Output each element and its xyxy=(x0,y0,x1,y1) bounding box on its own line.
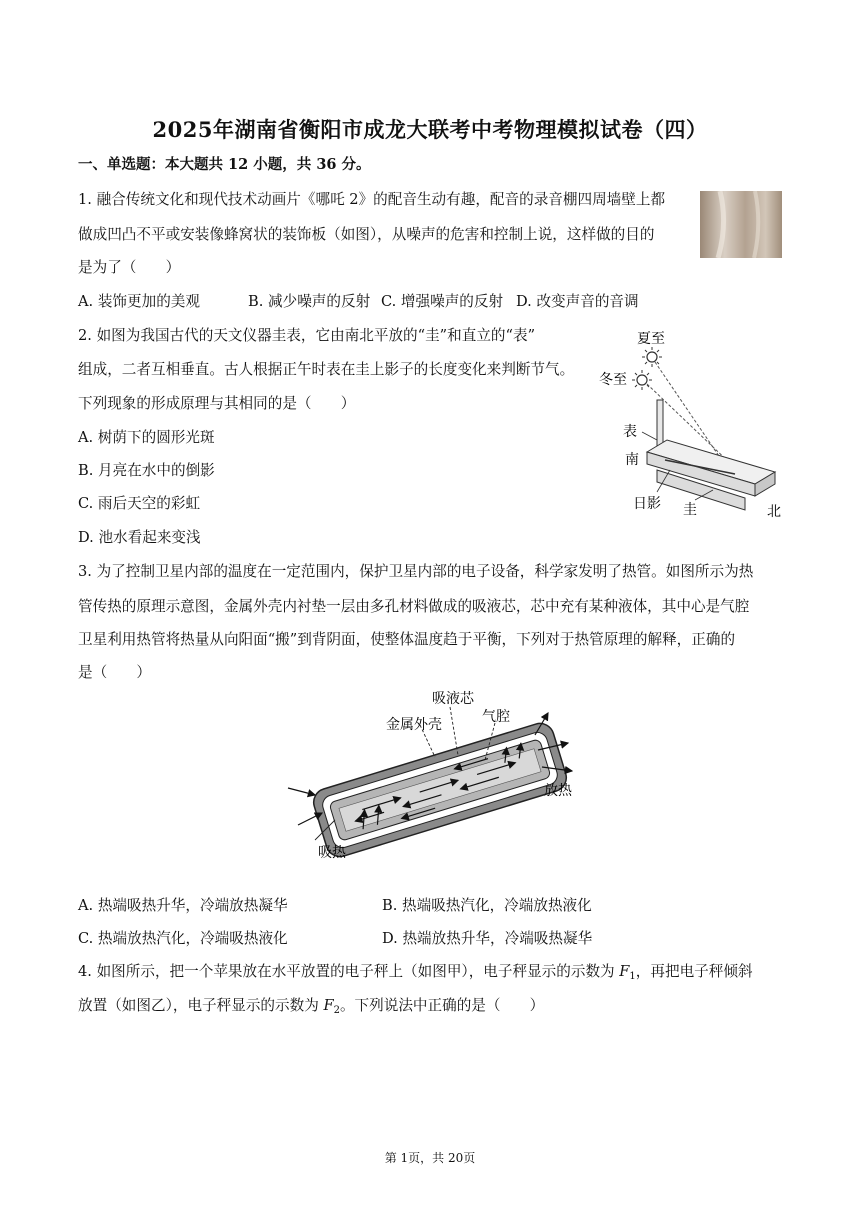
cavity-label: 气腔 xyxy=(482,709,510,725)
q4-line-1 xyxy=(78,962,753,987)
q1-line-3: 是为了（ ） xyxy=(78,259,181,276)
q2-line-3: 下列现象的形成原理与其相同的是（ ） xyxy=(78,395,356,412)
q3-option-d[interactable]: D. 热端放热升华，冷端吸热凝华 xyxy=(382,930,593,947)
q2-line-1: 2. 如图为我国古代的天文仪器圭表，它由南北平放的“圭”和直立的“表” xyxy=(78,327,536,344)
q4-sub-1: 1 xyxy=(629,971,636,982)
q1-option-d[interactable]: D. 改变声音的音调 xyxy=(516,293,639,310)
shadow-label: 日影 xyxy=(633,496,661,512)
q4-line-1-text-b: ，再把电子秤倾斜 xyxy=(635,963,753,980)
q4-line-1-text-a: 4. 如图所示，把一个苹果放在水平放置的电子秤上（如图甲），电子秤显示的示数为 xyxy=(78,963,620,980)
q2-option-c[interactable]: C. 雨后天空的彩虹 xyxy=(78,495,201,512)
south-label: 南 xyxy=(625,452,639,468)
q1-line-1: 1. 融合传统文化和现代技术动画片《哪吒 2》的配音生动有趣，配音的录音棚四周墙壁上都 xyxy=(78,191,666,208)
q3-line-1: 3. 为了控制卫星内部的温度在一定范围内，保护卫星内部的电子设备，科学家发明了热管。如图所示为热 xyxy=(78,563,754,580)
release-heat-label: 放热 xyxy=(544,783,572,799)
q4-var-f2: F xyxy=(323,997,334,1014)
q4-sub-2: 2 xyxy=(333,1005,340,1016)
absorb-heat-label: 吸热 xyxy=(318,845,346,861)
wick-label: 吸液芯 xyxy=(432,691,474,707)
page-title: 2025年湖南省衡阳市成龙大联考中考物理模拟试卷（四） xyxy=(152,117,708,142)
q1-studio-photo xyxy=(700,191,782,258)
q4-line-2 xyxy=(78,996,544,1021)
q1-option-b[interactable]: B. 减少噪声的反射 xyxy=(248,293,371,310)
q2-option-d[interactable]: D. 池水看起来变浅 xyxy=(78,529,201,546)
q2-line-2: 组成，二者互相垂直。古人根据正午时表在圭上影子的长度变化来判断节气。 xyxy=(78,361,575,378)
q3-option-c[interactable]: C. 热端放热汽化，冷端吸热液化 xyxy=(78,930,288,947)
q4-line-2-text-a: 放置（如图乙），电子秤显示的示数为 xyxy=(78,997,324,1014)
q3-option-b[interactable]: B. 热端吸热汽化，冷端放热液化 xyxy=(382,897,592,914)
q2-option-b[interactable]: B. 月亮在水中的倒影 xyxy=(78,462,215,479)
summer-label: 夏至 xyxy=(637,331,665,347)
q3-heatpipe-figure xyxy=(280,685,590,870)
section-heading: 一、单选题：本大题共 12 小题，共 36 分。 xyxy=(78,156,371,173)
gnomon-label: 表 xyxy=(623,424,637,440)
q3-line-3: 卫星利用热管将热量从向阳面“搬”到背阴面，使整体温度趋于平衡，下列对于热管原理的解释，正确的 xyxy=(78,631,736,648)
shell-label: 金属外壳 xyxy=(386,717,442,733)
q1-line-2: 做成凹凸不平或安装像蜂窝状的装饰板（如图），从噪声的危害和控制上说，这样做的目的 xyxy=(78,226,655,243)
page-footer: 第 1页，共 20页 xyxy=(384,1151,476,1165)
q1-option-c[interactable]: C. 增强噪声的反射 xyxy=(381,293,504,310)
q2-guibiao-figure xyxy=(595,322,785,522)
q4-var-f1: F xyxy=(619,963,630,980)
north-label: 北 xyxy=(767,504,781,520)
winter-sun-icon xyxy=(632,370,652,390)
winter-label: 冬至 xyxy=(599,372,627,388)
q3-option-a[interactable]: A. 热端吸热升华，冷端放热凝华 xyxy=(78,897,288,914)
q4-line-2-text-b: 。下列说法中正确的是（ ） xyxy=(339,997,545,1014)
q3-line-4: 是（ ） xyxy=(78,664,151,681)
q1-option-a[interactable]: A. 装饰更加的美观 xyxy=(78,293,200,310)
q2-option-a[interactable]: A. 树荫下的圆形光斑 xyxy=(78,429,215,446)
summer-sun-icon xyxy=(642,347,662,367)
gui-label: 圭 xyxy=(683,502,697,518)
q3-line-2: 管传热的原理示意图，金属外壳内衬垫一层由多孔材料做成的吸液芯，芯中充有某种液体，其中心是气腔 xyxy=(78,598,750,615)
